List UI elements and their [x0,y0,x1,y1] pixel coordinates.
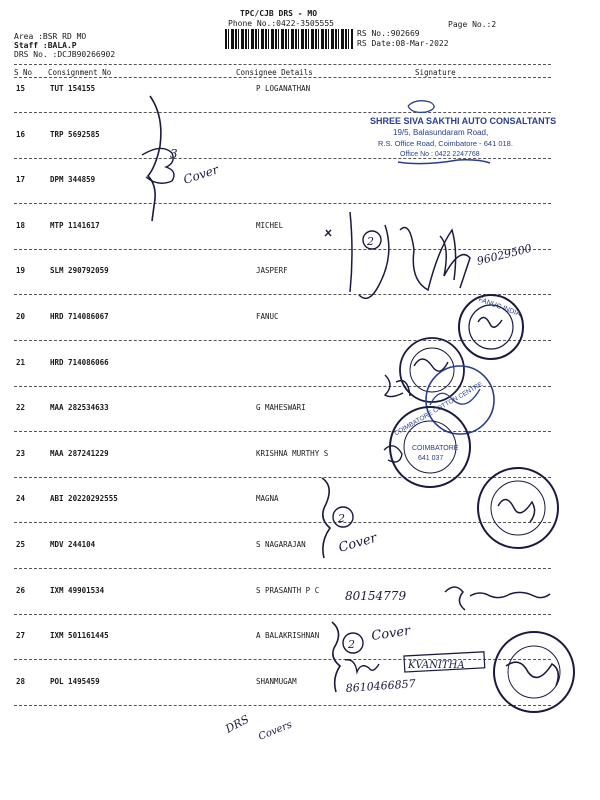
row-sno: 23 [16,448,26,458]
cover-3-note [142,96,221,221]
stings-stamp [478,468,558,548]
area: Area :BSR RD MO [14,32,87,41]
siva-stamp-line4: Office No : 0422 2247768 [400,151,480,158]
row-consignee: FANUC [256,312,279,321]
row-consignment: MDV 244104 [50,540,96,549]
row-consignment: POL 1495459 [50,676,100,686]
row-consignment: TUT 154155 [50,84,96,93]
row-sno: 21 [16,357,26,367]
row-sno: 16 [16,129,26,139]
row-sno: 26 [16,585,26,595]
row-sno: 28 [16,676,26,686]
coimbatore-center: COIMBATORE [412,445,459,452]
staff: Staff :BALA.P [14,41,77,50]
phone-number: Phone No.:0422-3505555 [228,19,334,28]
hand-phone-2: 80154779 [345,589,407,603]
row-consignee: MICHEL [256,220,284,230]
col-consignee: Consignee Details [236,68,313,77]
hand-three: 3 [170,147,178,161]
row-consignment: IXM 501161445 [50,631,109,641]
row-consignment: ABI 20220292555 [50,494,118,504]
row-consignment: TRP 5692585 [50,129,100,139]
row-consignment: SLM 290792059 [50,266,109,276]
hand-phone-3: 8610466857 [345,677,417,695]
hand-two-b: 2 [338,512,345,525]
hand-cover-2: Cover [336,530,379,556]
siva-stamp-line3: R.S. Office Road, Coimbatore - 641 018. [378,139,513,148]
row-consignee: KRISHNA MURTHY S [256,448,329,458]
hand-kvan: KVANITHA [408,660,465,671]
hand-two-c: 2 [348,638,355,651]
rs-number: RS No.:902669 [357,29,420,38]
drs-number: DRS No. :DCJB90266902 [14,50,116,59]
coimbatore-stamp [384,381,485,487]
col-signature: Signature [415,68,456,77]
row-consignee: G MAHESWARI [256,403,306,413]
siva-sakthi-stamp [370,101,556,164]
rs-date: RS Date:08-Mar-2022 [357,39,449,48]
page-number: Page No.:2 [448,20,497,29]
michel-signature [325,212,533,298]
shanmugam-signature [345,652,485,695]
coimbatore-pin: 641 037 [418,455,444,462]
hand-phone-1: 96029500 [475,241,534,268]
hand-cover-1: Cover [181,162,221,187]
row-consignment: DPM 344859 [50,175,96,185]
fanuc-stamp-text: FANUC INDIA [477,296,522,319]
row-consignment: IXM 49901534 [50,585,105,595]
col-sno: S No [14,68,33,77]
coimbatore-ring: COIMBATORE COTTON CENTRE [393,380,484,438]
row-sno: 19 [16,266,26,276]
row-consignment: MAA 287241229 [50,448,109,458]
row-sno: 25 [16,540,26,549]
row-sno: 17 [16,175,26,185]
row-consignee: S PRASANTH P C [256,585,320,595]
row-sno: 24 [16,494,26,504]
row-sno: 22 [16,403,26,413]
row-consignee: S NAGARAJAN [256,540,306,549]
row-consignee: MAGNA [256,494,279,504]
row-consignment: MAA 282534633 [50,403,109,413]
row-sno: 18 [16,220,26,230]
prasanth-signature [345,587,550,610]
hand-drs: DRS [223,712,252,736]
row-sno: 20 [16,312,26,321]
col-consignment: Consignment No [48,68,112,77]
siva-stamp-line2: 19/5, Balasundaram Road, [393,128,489,137]
row-consignee: P LOGANATHAN [256,84,311,93]
row-consignee: SHANMUGAM [256,676,297,686]
row-consignee: JASPERF [256,266,288,276]
drs-title: TPC/CJB DRS - MO [240,9,318,18]
row-sno: 15 [16,84,26,93]
hand-covers: Covers [257,719,294,743]
cover-2-note-a [322,478,379,558]
row-consignment: HRD 714086066 [50,357,109,367]
row-consignment: MTP 1141617 [50,220,100,230]
hand-cover-3: Cover [370,623,412,644]
row-consignee: A BALAKRISHNAN [256,631,320,641]
row-sno: 27 [16,631,26,641]
fanuc-stamp [459,295,523,359]
hand-two-a: 2 [367,235,374,248]
siva-stamp-line1: SHREE SIVA SAKTHI AUTO CONSALTANTS [370,116,557,126]
row-consignment: HRD 714086067 [50,312,109,321]
bottom-stamp [494,632,574,712]
drs-covers-note [222,712,293,742]
